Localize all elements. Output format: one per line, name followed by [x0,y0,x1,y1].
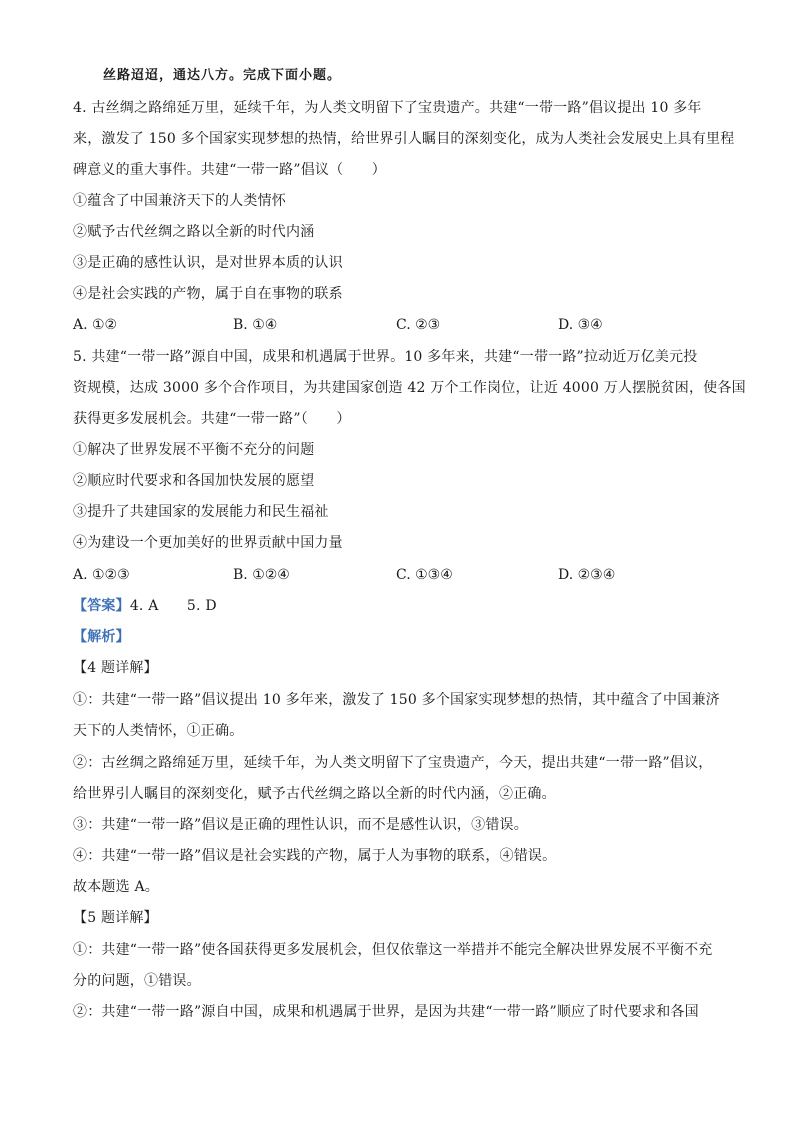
detail5-line-1: ①：共建“一带一路”使各国获得更多发展机会，但仅依靠这一举措并不能完全解决世界发展不平衡不充 [73,942,713,958]
q5-option-a: A. ①②③ [73,567,130,583]
detail4-conclusion: 故本题选 A。 [73,879,159,895]
answer-label: 【答案】 [73,598,130,614]
answer-value: 4. A 5. D [129,598,217,614]
q5-statement-2: ②顺应时代要求和各国加快发展的愿望 [73,473,315,489]
q4-statement-3: ③是正确的感性认识，是对世界本质的认识 [73,255,343,271]
q4-statement-2: ②赋予古代丝绸之路以全新的时代内涵 [73,224,315,240]
q4-statement-4: ④是社会实践的产物，属于自在事物的联系 [73,286,343,302]
detail4-line-6: ④：共建“一带一路”倡议是社会实践的产物，属于人为事物的联系，④错误。 [73,848,557,864]
detail4-line-5: ③：共建“一带一路”倡议是正确的理性认识，而不是感性认识，③错误。 [73,817,528,833]
detail4-line-4: 给世界引人瞩目的深刻变化，赋予古代丝绸之路以全新的时代内涵，②正确。 [73,786,556,802]
q5-option-b: B. ①②④ [233,567,290,583]
q5-statement-1: ①解决了世界发展不平衡不充分的问题 [73,442,315,458]
q5-stem-line-3: 获得更多发展机会。共建“一带一路”（ ） [73,411,351,427]
detail5-line-2: 分的问题，①错误。 [73,973,201,989]
q4-option-c: C. ②③ [396,317,441,333]
q4-option-a: A. ①② [73,317,118,333]
q4-statement-1: ①蕴含了中国兼济天下的人类情怀 [73,193,286,209]
detail5-heading: 【5 题详解】 [73,910,158,926]
detail4-line-2: 天下的人类情怀，①正确。 [73,723,244,739]
section-intro: 丝路迢迢，通达八方。完成下面小题。 [103,68,342,83]
q4-option-d: D. ③④ [558,317,603,333]
detail4-line-3: ②：古丝绸之路绵延万里，延续千年，为人类文明留下了宝贵遗产，今天，提出共建“一带一路”倡议， [73,755,713,771]
detail4-line-1: ①：共建“一带一路”倡议提出 10 多年来，激发了 150 多个国家实现梦想的热情，其中蕴含了中国兼济 [73,692,720,708]
q4-stem-line-3: 碑意义的重大事件。共建“一带一路”倡议（ ） [73,162,386,178]
analysis-label: 【解析】 [73,629,130,645]
q5-statement-3: ③提升了共建国家的发展能力和民生福祉 [73,504,329,520]
answer-line [73,596,217,616]
q5-stem-line-1: 5. 共建“一带一路”源自中国，成果和机遇属于世界。10 多年来，共建“一带一路”拉动近万亿美元投 [73,349,698,365]
q4-stem-line-2: 来，激发了 150 多个国家实现梦想的热情，给世界引人瞩目的深刻变化，成为人类社会发展史上具有里程 [73,131,735,147]
q4-stem-line-1: 4. 古丝绸之路绵延万里，延续千年，为人类文明留下了宝贵遗产。共建“一带一路”倡议提出 10 多年 [73,100,702,116]
detail4-heading: 【4 题详解】 [73,660,158,676]
analysis-line [73,627,130,647]
q5-statement-4: ④为建设一个更加美好的世界贡献中国力量 [73,535,343,551]
q5-option-d: D. ②③④ [558,567,616,583]
q5-option-c: C. ①③④ [396,567,453,583]
q5-stem-line-2: 资规模，达成 3000 多个合作项目，为共建国家创造 42 万个工作岗位，让近 4000 万人摆脱贫困，使各国 [73,380,746,396]
q4-option-b: B. ①④ [233,317,278,333]
detail5-line-3: ②：共建“一带一路”源自中国，成果和机遇属于世界，是因为共建“一带一路”顺应了时代要求和各国 [73,1004,699,1020]
